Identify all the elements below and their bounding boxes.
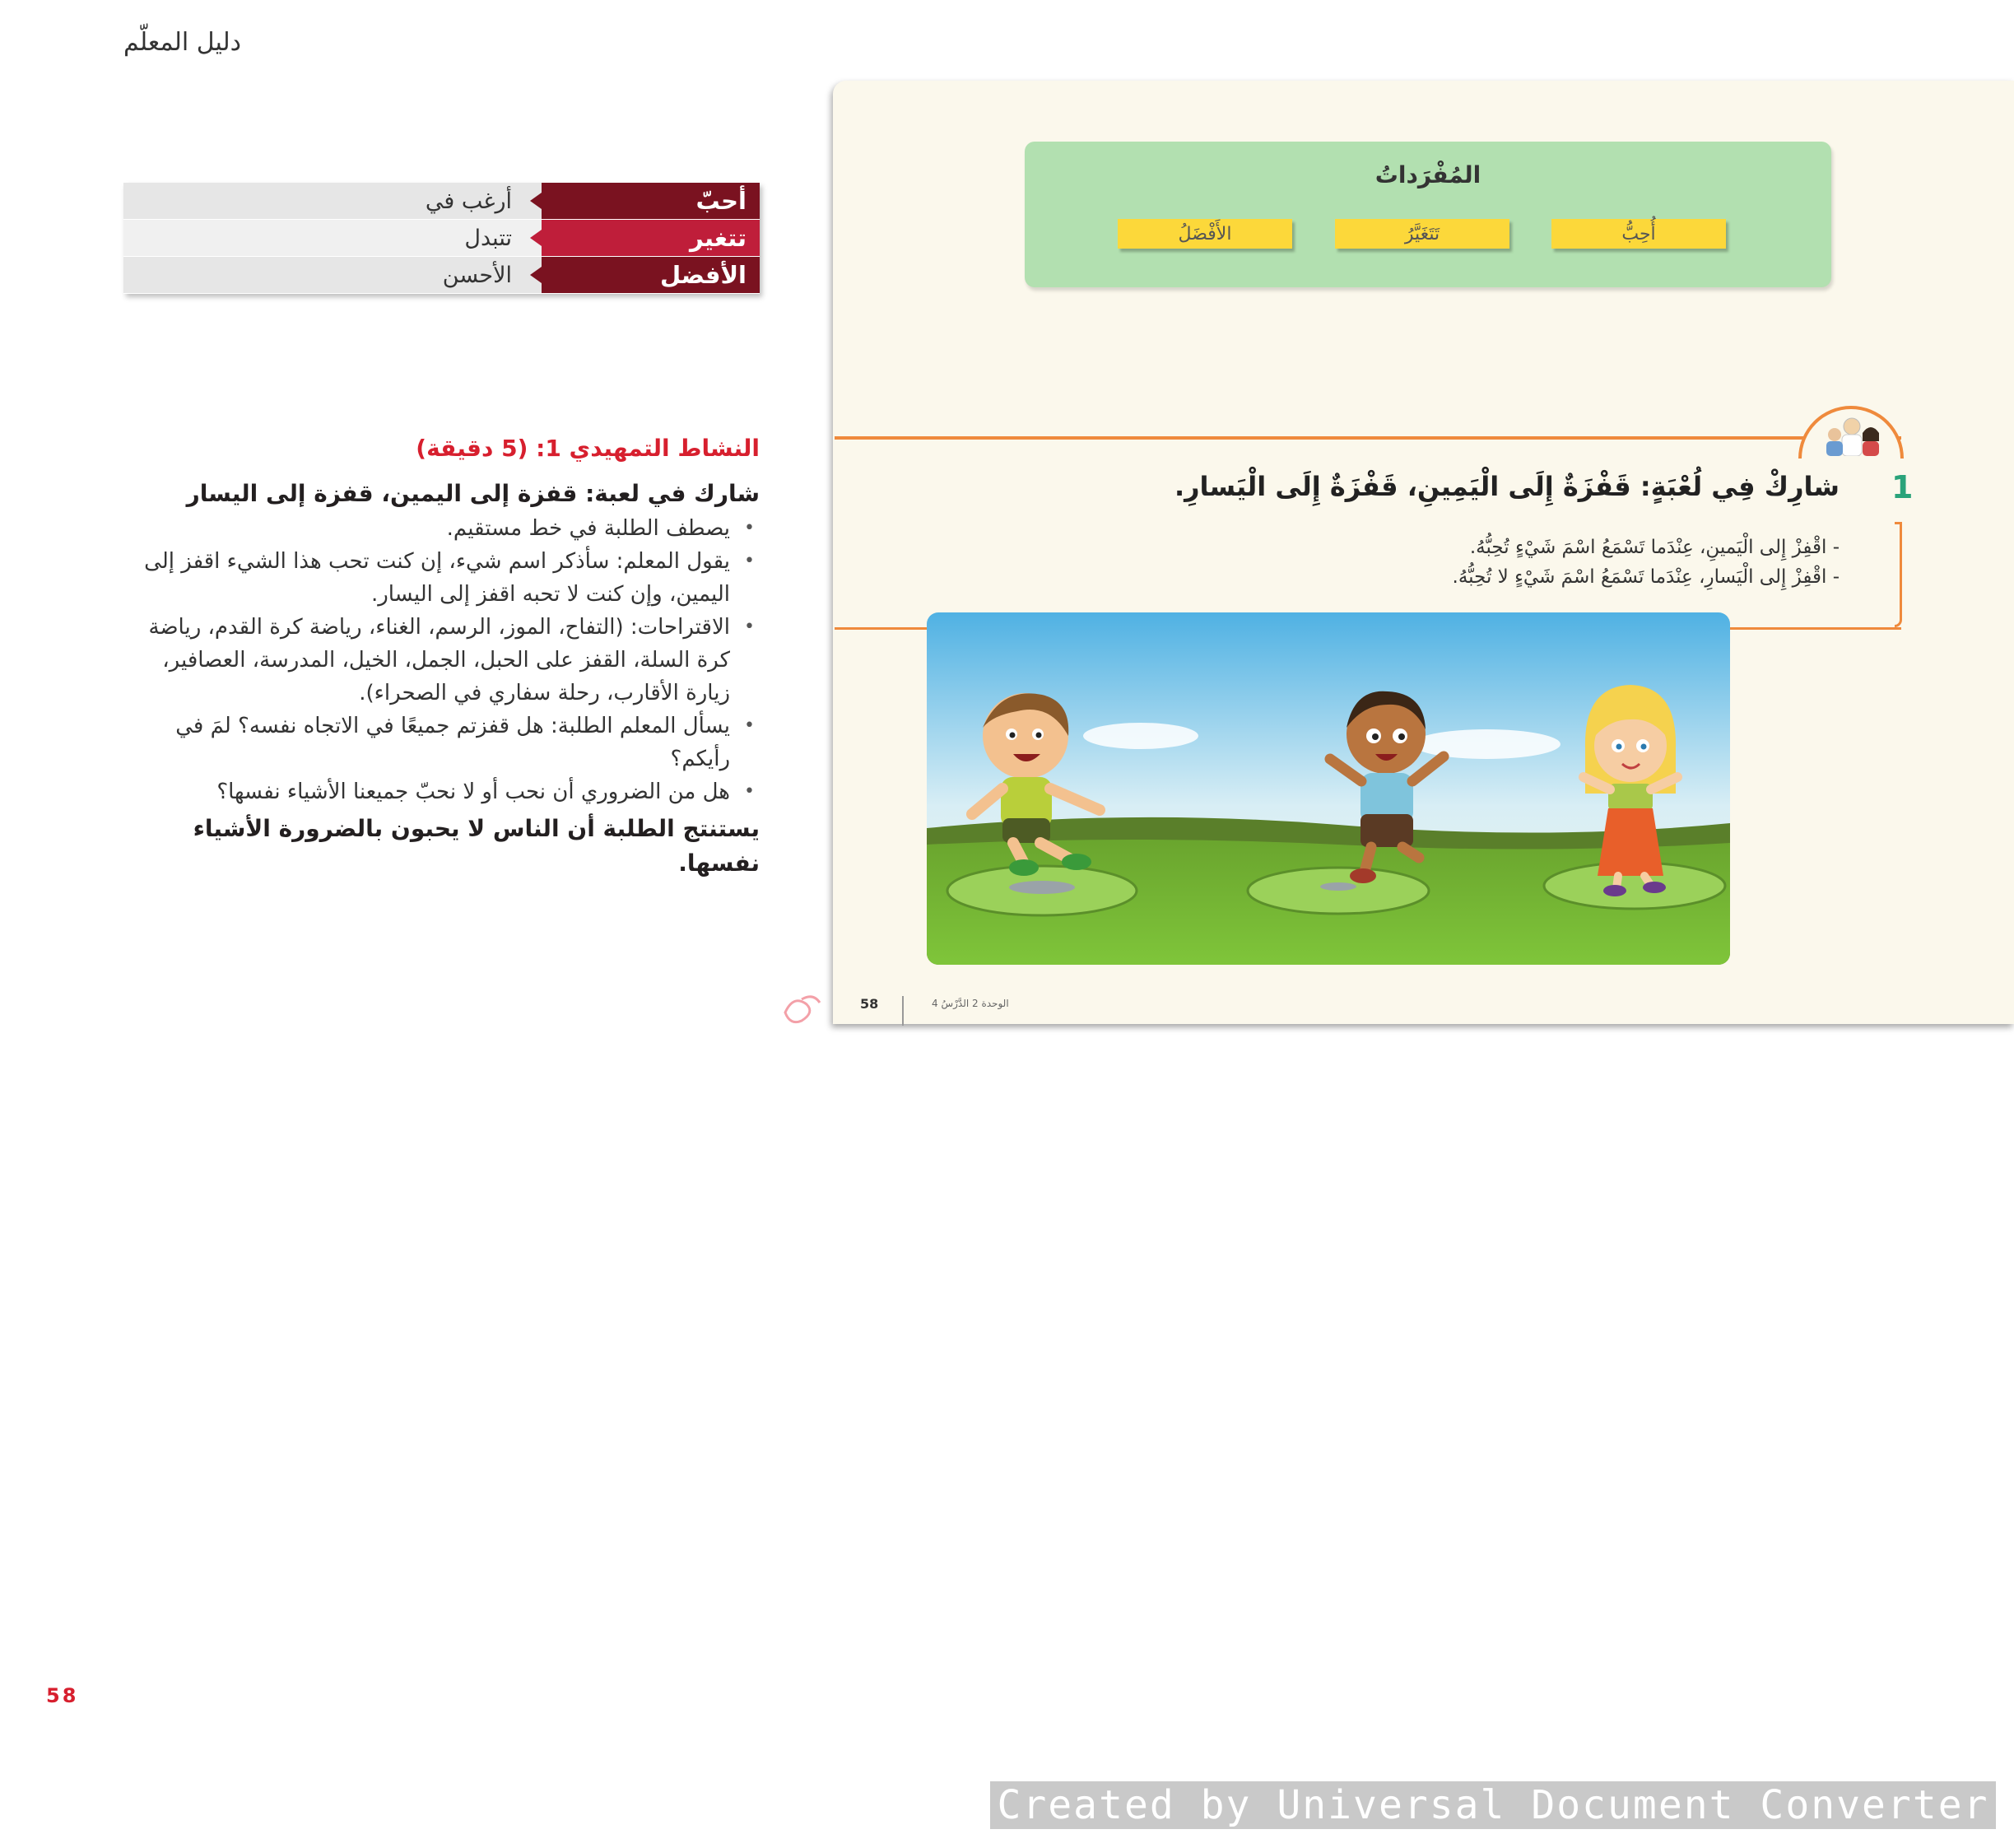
vocab-word: الأفضل [542, 257, 760, 293]
activity-step: • يقول المعلم: سأذكر اسم شيء، إن كنت تحب هذا الشيء اقفز إلى اليمين، وإن كنت لا تحبه اقفز إلى اليسار. [123, 545, 730, 611]
publisher-stamp-icon [777, 988, 826, 1029]
family-icon [1816, 415, 1887, 456]
activity-title: شارِكْ فِي لُعْبَةٍ: قَفْزَةٌ إِلَى الْيَمِينِ، قَفْزَةٌ إِلَى الْيَسارِ. [1174, 471, 1840, 502]
footer-divider [902, 996, 904, 1026]
vocab-meaning: أرغب في [123, 183, 542, 219]
vocab-chip: الأَفْضَلُ [1118, 219, 1292, 249]
activity-number: 1 [1891, 469, 1914, 505]
vocab-meaning: الأحسن [123, 257, 542, 293]
activity-subtitle: شارك في لعبة: قفزة إلى اليمين، قفزة إلى اليسار [186, 480, 760, 507]
vocabulary-box-title: المُفْرَداتُ [1374, 161, 1481, 189]
footer-lesson-label: الوحدة 2 الدَّرْسُ 4 [932, 998, 1009, 1009]
vocab-meaning: تتبدل [123, 220, 542, 256]
student-page-number: 58 [860, 996, 879, 1012]
vocab-chip: أُحِبُّ [1551, 219, 1726, 249]
activity-step: • الاقتراحات: (التفاح، الموز، الرسم، الغناء، رياضة كرة القدم، رياضة كرة السلة، القفز على الحبل، الجمل، الخيل، المدرسة، العصافير، زيارة الأقارب، رحلة سفاري في الصحراء). [123, 611, 730, 710]
vocab-row [123, 220, 760, 256]
vocab-chip: تَتَغَيَّرُ [1335, 219, 1509, 249]
guide-title: دليل المعلّم [123, 28, 241, 57]
activity-step: • هل من الضروري أن نحب أو لا نحبّ جميعنا الأشياء نفسها؟ [123, 775, 730, 808]
vocab-word: تتغير [542, 220, 760, 256]
converter-watermark: Created by Universal Document Converter [990, 1781, 1996, 1829]
activity-step: • يسأل المعلم الطلبة: هل قفزتم جميعًا في الاتجاه نفسه؟ لمَ في رأيكم؟ [123, 710, 730, 775]
page-number: 58 [46, 1684, 79, 1707]
children-jumping-illustration [927, 612, 1730, 965]
vocab-row [123, 183, 760, 219]
vocab-word: أحبّ [542, 183, 760, 219]
activity-steps [123, 512, 760, 808]
instruction-line: - اقْفِزْ إِلى الْيَسارِ، عِنْدَما تَسْمَعُ اسْمَ شَيْءٍ لا تُحِبُّهُ. [1452, 566, 1840, 588]
activity-step: • يصطف الطلبة في خط مستقيم. [123, 512, 730, 545]
instruction-line: - اقْفِزْ إِلى الْيَمينِ، عِنْدَما تَسْمَعُ اسْمَ شَيْءٍ تُحِبُّهُ. [1469, 537, 1840, 558]
vocab-row [123, 257, 760, 293]
section-divider [1895, 522, 1902, 627]
vocabulary-table [123, 183, 760, 294]
activity-heading: النشاط التمهيدي 1: (5 دقيقة) [416, 435, 760, 462]
activity-section [123, 435, 760, 881]
section-divider [835, 436, 1901, 440]
activity-conclusion: يستنتج الطلبة أن الناس لا يحبون بالضرورة الأشياء نفسها. [193, 815, 760, 877]
